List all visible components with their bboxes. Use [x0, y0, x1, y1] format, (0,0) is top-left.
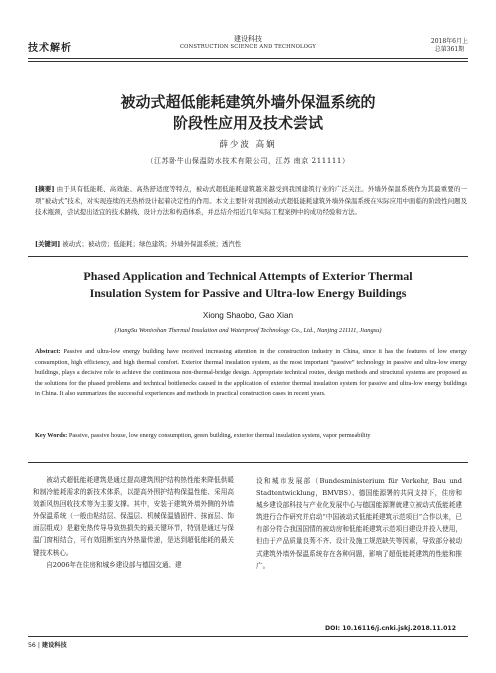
section-rule	[28, 462, 468, 463]
footer: 56 | 建设科技	[28, 642, 67, 649]
body-paragraph-2: 自2006年在住房和城乡建设部与德国交通、建	[46, 560, 182, 569]
body-column-right: 设和城市发展部（Bundesministerium für Verkehr, Bau und Stadtentwicklung，BMVBS）、德国能源署的共同支持下，住房和城乡建设部科技与产业化发展中心与德国能源署就建立被动式低能耗建筑进行合作研究并启动“中国被动式低能耗建筑示范项目”合作以来，已有部分符合我国国情的被动房和低能耗建筑示范项目建设并投入使用，但由于产品质量良莠不齐、设计及施工规范缺失等因素，导致部分被动式建筑外墙外保温系统存在各种问题，影响了超低能耗建筑的性能和推广。	[256, 477, 462, 570]
keywords-en-text: Passive, passive house, low energy consumption, green building, exterior thermal insulation system, vapor permeability	[68, 432, 371, 439]
divider-rule	[28, 256, 468, 257]
body-column-left	[33, 474, 234, 571]
keywords-cn-text: 被动式；被动房；低能耗；绿色建筑；外墙外保温系统；透汽性	[62, 240, 242, 248]
section-label: 技术解析	[28, 43, 72, 54]
abstract-cn-text: 由于具有低能耗、高效能、高热舒适度等特点，被动式超低能耗建筑越来越受到我国建筑行业的广泛关注。外墙外保温系统作为其最重要的一项“被动式”技术，对实现连续的无热桥设计起着决定性的作用。本文主要针对我国被动式超低能耗建筑外墙外保温系统在实际应用中面临的阶段性问题及技术瓶颈，尝试提出适宜的技术路线、设计方法和构造体系，并总结介绍近几年实际工程案例中的成功经验和方法。	[35, 185, 467, 217]
title-cn-line-1: 被动式超低能耗建筑外墙外保温系统的	[120, 93, 376, 111]
abstract-cn-label: [摘要]	[35, 185, 55, 193]
title-en-line-2: Insulation System for Passive and Ultra-low Energy Buildings	[89, 286, 407, 300]
affiliation-cn: （江苏卧牛山保温防水技术有限公司，江苏 南京 211111）	[146, 157, 350, 165]
issue-info	[431, 38, 468, 54]
keywords-en-label: Key Words:	[35, 432, 68, 439]
authors-en: Xiong Shaobo, Gao Xian	[202, 311, 294, 320]
keywords-cn-label: [关键词]	[35, 240, 61, 248]
footer-journal: 建设科技	[41, 642, 67, 649]
abstract-en	[35, 347, 467, 400]
journal-title-cn: 建设科技	[234, 35, 262, 43]
keywords-en	[35, 431, 467, 442]
abstract-cn	[35, 184, 467, 219]
header-rule-thin	[28, 61, 468, 62]
doi: DOI: 10.16116/j.cnki.jskj.2018.11.012	[324, 625, 456, 632]
keywords-cn	[35, 239, 467, 250]
footer-rule	[28, 636, 468, 637]
issue-date: 2018年6月上	[430, 38, 468, 45]
authors-cn: 薛少波 高娴	[219, 140, 277, 150]
page-number: 56	[28, 642, 36, 649]
header-rule	[28, 58, 468, 59]
affiliation-en: (JiangSu Wonivshan Thermal Insulation and Waterproof Technology Co., Ltd., Nanjing 211111, Jiangsu)	[114, 327, 382, 334]
abstract-en-label: Abstract:	[35, 348, 61, 355]
journal-title-en: CONSTRUCTION SCIENCE AND TECHNOLOGY	[179, 44, 317, 50]
abstract-en-text: Passive and ultra-low energy building have received increasing attention in the construction industry in China, since it has the features of low energy consumption, high efficiency, and high thermal comfort. Exterior thermal insulation system, as the most important “passive” technology in passive and ultra-low energy buildings, plays a decisive role to achieve the continuous non-thermal-bridge design. Appropriate technical routes, design methods and structural systems are proposed as the solutions for the phased problems and technical bottlenecks caused in the application of exterior thermal insulation system for passive and ultra-low energy buildings in China. It also summarizes the successful experiences and methods in practical construction cases in recent years.	[35, 348, 468, 398]
title-en-line-1: Phased Application and Technical Attempts of Exterior Thermal	[83, 269, 413, 283]
title-cn-line-2: 阶段性应用及技术尝试	[172, 114, 323, 132]
issue-number: 总第361期	[434, 46, 465, 53]
body-paragraph-1: 被动式超低能耗建筑是通过提高建筑围护结构热性能来降低供暖和制冷能耗需求的新技术体系，以提高外围护结构保温性能、采用高效新风热回收技术等为主要支撑。其中，安装于建筑外墙外侧的外墙外保温系统（一般由粘结层、保温层、机械保温锚固件、抹面层、饰面层组成）是避免热传导导致热损失的最关键环节，特别是通过与保温门窗相结合，可有效阻断室内外热量传递，是达到超低能耗的最关键技术核心。	[33, 476, 234, 557]
